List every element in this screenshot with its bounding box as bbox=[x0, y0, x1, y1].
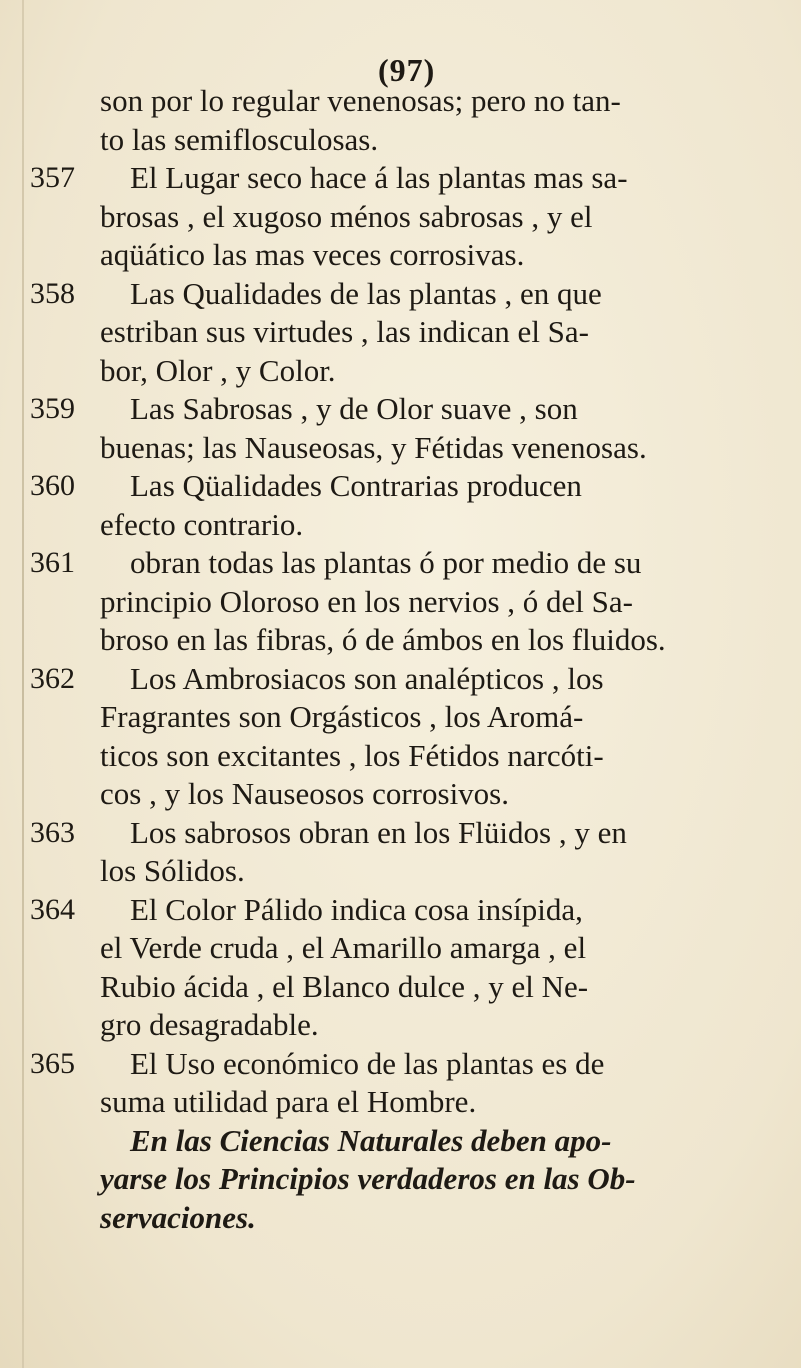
aphorism-number: 358 bbox=[30, 276, 75, 310]
aphorism-364 bbox=[24, 891, 784, 1045]
text-line: servaciones. bbox=[100, 1199, 256, 1235]
text-line: principio Oloroso en los nervios , ó del Sa- bbox=[100, 583, 633, 619]
aphorism-365 bbox=[24, 1045, 784, 1122]
text-line: Fragrantes son Orgásticos , los Aromá- bbox=[100, 699, 584, 734]
text-line: Los sabrosos obran en los Flüidos , y en bbox=[130, 814, 627, 850]
text-line: efecto contrario. bbox=[100, 506, 304, 542]
aphorism-number: 365 bbox=[30, 1046, 75, 1080]
text-line: El Uso económico de las plantas es de bbox=[130, 1045, 605, 1081]
text-line: Las Qualidades de las plantas , en que bbox=[130, 275, 602, 311]
aphorism-357 bbox=[24, 159, 784, 275]
aphorism-359 bbox=[24, 390, 784, 467]
aphorism-360 bbox=[24, 467, 784, 544]
text-line: obran todas las plantas ó por medio de su bbox=[130, 545, 642, 580]
text-line: yarse los Principios verdaderos en las Ob- bbox=[100, 1161, 636, 1196]
aphorism-361 bbox=[24, 544, 784, 660]
text-line: El Lugar seco hace á las plantas mas sa- bbox=[130, 160, 628, 195]
text-line: buenas; las Nauseosas, y Fétidas venenosas. bbox=[100, 429, 647, 465]
text-line: cos , y los Nauseosos corrosivos. bbox=[100, 776, 509, 811]
text-line: Rubio ácida , el Blanco dulce , y el Ne- bbox=[100, 968, 589, 1004]
text-line: brosas , el xugoso ménos sabrosas , y el bbox=[100, 198, 593, 234]
aphorism-number: 359 bbox=[30, 392, 75, 425]
text-line: los Sólidos. bbox=[100, 853, 245, 888]
aphorism-number: 363 bbox=[30, 815, 75, 849]
text-line: ticos son excitantes , los Fétidos narcóti- bbox=[100, 737, 604, 773]
intro-paragraph bbox=[24, 82, 784, 159]
aphorism-number: 360 bbox=[30, 469, 75, 502]
text-line: Las Sabrosas , y de Olor suave , son bbox=[130, 391, 578, 426]
text-line: Las Qüalidades Contrarias producen bbox=[130, 468, 582, 503]
closing-maxim bbox=[24, 1122, 784, 1238]
aphorism-number: 364 bbox=[30, 892, 75, 926]
text-line: gro desagradable. bbox=[100, 1007, 319, 1042]
text-line: to las semiflosculosas. bbox=[100, 121, 379, 157]
text-line: bor, Olor , y Color. bbox=[100, 352, 336, 388]
text-line: En las Ciencias Naturales deben apo- bbox=[130, 1122, 612, 1158]
aphorism-number: 362 bbox=[30, 661, 75, 695]
text-line: el Verde cruda , el Amarillo amarga , el bbox=[100, 930, 587, 965]
text-line: El Color Pálido indica cosa insípida, bbox=[130, 891, 583, 927]
text-line: son por lo regular venenosas; pero no tan- bbox=[100, 83, 621, 118]
text-line: broso en las fibras, ó de ámbos en los fluidos. bbox=[100, 622, 666, 657]
aphorism-362 bbox=[24, 660, 784, 814]
text-line: Los Ambrosiacos son analépticos , los bbox=[130, 660, 604, 696]
aphorism-number: 357 bbox=[30, 161, 75, 194]
text-line: estriban sus virtudes , las indican el Sa- bbox=[100, 314, 590, 349]
aphorism-358 bbox=[24, 275, 784, 391]
text-line: aqüático las mas veces corrosivas. bbox=[100, 237, 525, 272]
page-number: (97) bbox=[378, 52, 436, 88]
page-text bbox=[24, 82, 784, 1237]
aphorism-363 bbox=[24, 814, 784, 891]
aphorism-number: 361 bbox=[30, 546, 75, 579]
text-line: suma utilidad para el Hombre. bbox=[100, 1084, 477, 1119]
